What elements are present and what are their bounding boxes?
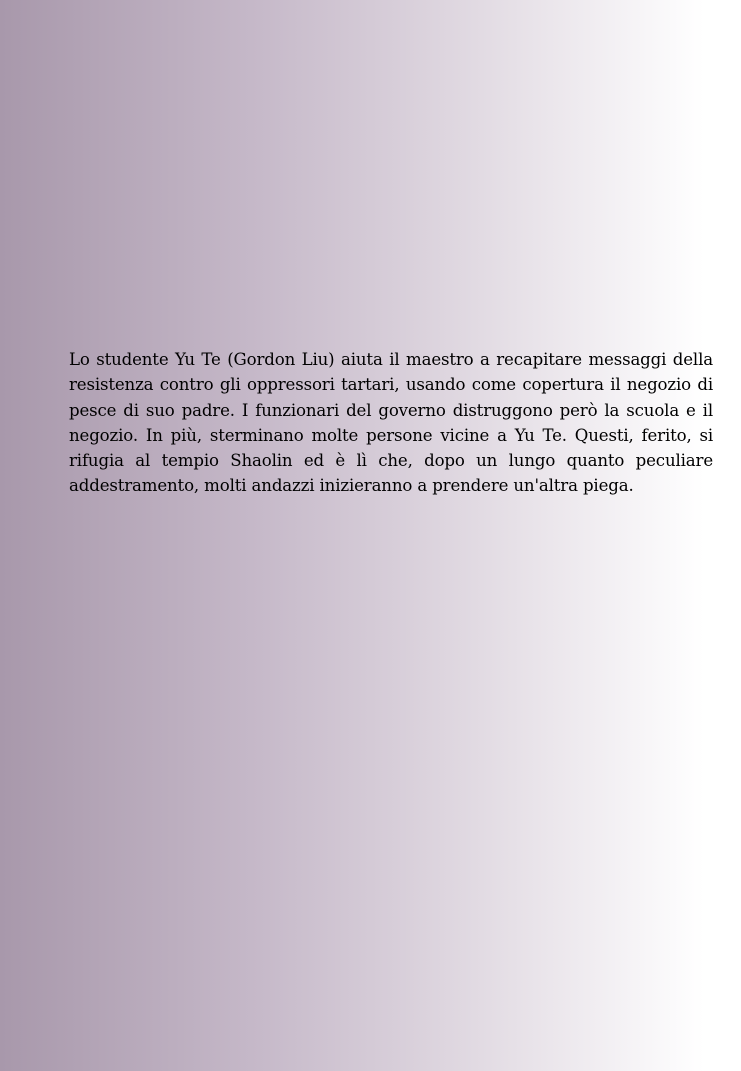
synopsis-paragraph: Lo studente Yu Te (Gordon Liu) aiuta il maestro a recapitare messaggi della resistenza contro gli oppressori tartari, usando come copertura il negozio di pesce di suo padre. I funzionari del governo distruggono però la scuola e il negozio. In più, sterminano molte persone vicine a Yu Te. Questi, ferito, si rifugia al tempio Shaolin ed è lì che, dopo un lungo quanto peculiare addestramento, molti andazzi inizieranno a prendere un'altra piega. [69,350,713,496]
